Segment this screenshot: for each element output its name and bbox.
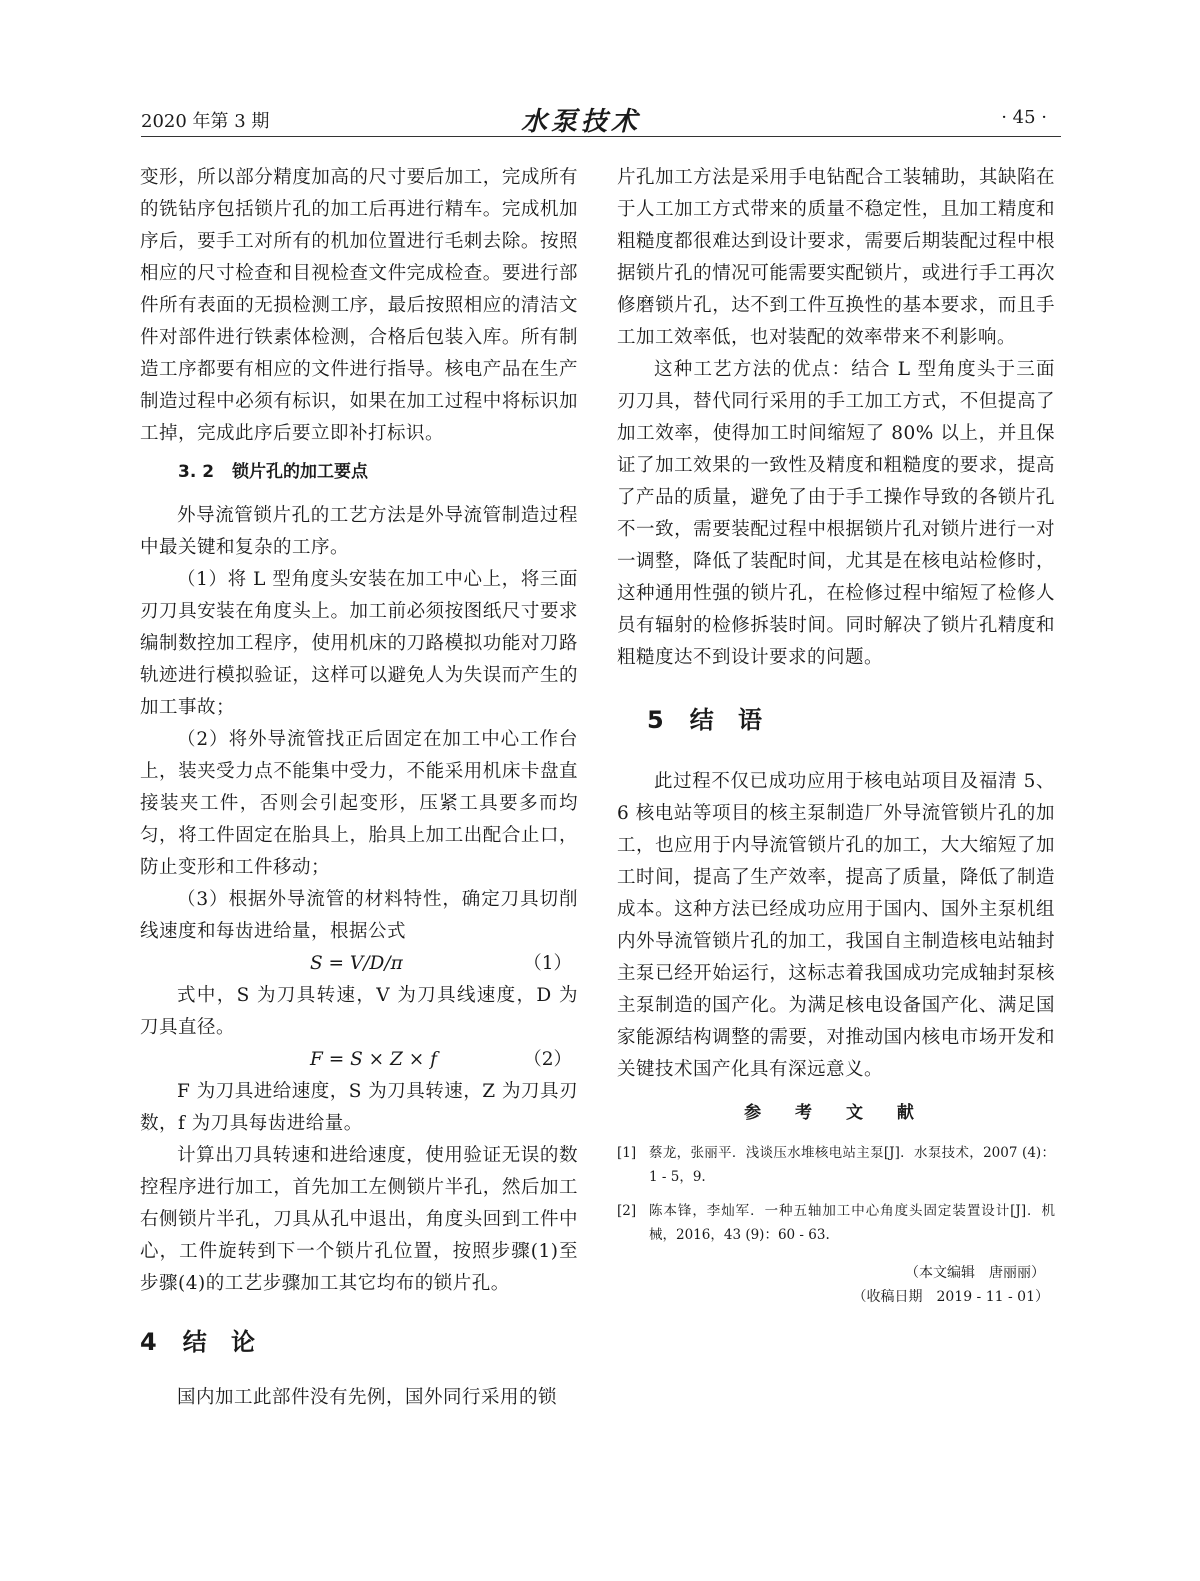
right-column	[617, 162, 1055, 1309]
equation-expression: F = S × Z × f	[310, 1049, 437, 1070]
equation-number: （1）	[523, 953, 572, 974]
equation-1	[140, 948, 578, 980]
section-title: 结 语	[689, 706, 771, 734]
page-number: · 45 ·	[1001, 107, 1047, 128]
reference-text: 陈本锋，李灿军．一种五轴加工中心角度头固定装置设计[J]．机械，2016，43 (9)：60 - 63.	[649, 1203, 1055, 1243]
paragraph: 此过程不仅已成功应用于核电站项目及福清 5、6 核电站等项目的核主泵制造厂外导流管锁片孔的加工，也应用于内导流管锁片孔的加工，大大缩短了加工时间，提高了生产效率，提高了质量，降低了制造成本。这种方法已经成功应用于国内、国外主泵机组内外导流管锁片孔的加工，我国自主制造核电站轴封主泵已经开始运行，这标志着我国成功完成轴封泵核主泵制造的国产化。为满足核电设备国产化、满足国家能源结构调整的需要，对推动国内核电市场开发和关键技术国产化具有深远意义。	[617, 771, 1055, 1080]
subsection-heading	[140, 456, 578, 488]
paragraph: （2）将外导流管找正后固定在加工中心工作台上，装夹受力点不能集中受力，不能采用机床卡盘直接装夹工件，否则会引起变形，压紧工具要多而均匀，将工件固定在胎具上，胎具上加工出配合止口，防止变形和工件移动；	[140, 729, 578, 878]
paragraph: 外导流管锁片孔的工艺方法是外导流管制造过程中最关键和复杂的工序。	[140, 505, 578, 558]
section-heading	[617, 700, 1055, 740]
paragraph: （3）根据外导流管的材料特性，确定刀具切削线速度和每齿进给量，根据公式	[140, 889, 578, 942]
equation-number: （2）	[523, 1049, 572, 1070]
received-date: （收稿日期 2019 - 11 - 01）	[852, 1289, 1049, 1305]
paragraph: 这种工艺方法的优点：结合 L 型角度头于三面刃刀具，替代同行采用的手工加工方式，不但提高了加工效率，使得加工时间缩短了 80% 以上，并且保证了加工效果的一致性及精度和粗糙度的要求，提高了产品的质量，避免了由于手工操作导致的各锁片孔不一致，需要装配过程中根据锁片孔对锁片进行一对一调整，降低了装配时间，尤其是在核电站检修时，这种通用性强的锁片孔，在检修过程中缩短了检修人员有辐射的检修拆装时间。同时解决了锁片孔精度和粗糙度达不到设计要求的问题。	[617, 359, 1055, 668]
paragraph: 国内加工此部件没有先例，国外同行采用的锁	[177, 1387, 558, 1408]
paragraph: 计算出刀具转速和进给速度，使用验证无误的数控程序进行加工，首先加工左侧锁片半孔，然后加工右侧锁片半孔，刀具从孔中退出，角度头回到工件中心，工件旋转到下一个锁片孔位置，按照步骤(1)至步骤(4)的工艺步骤加工其它均布的锁片孔。	[140, 1145, 578, 1294]
reference-item	[617, 1199, 1055, 1247]
reference-text: 蔡龙，张丽平．浅谈压水堆核电站主泵[J]．水泵技术，2007 (4)：1 - 5，9.	[649, 1145, 1055, 1185]
paragraph: 式中，S 为刀具转速，V 为刀具线速度，D 为刀具直径。	[140, 985, 578, 1038]
subsection-number: 3. 2	[178, 462, 215, 482]
equation-2	[140, 1044, 578, 1076]
left-column	[140, 162, 578, 1414]
page-header	[141, 103, 1061, 137]
equation-expression: S = V/D/π	[310, 953, 403, 974]
paragraph: 变形，所以部分精度加高的尺寸要后加工，完成所有的铣钻序包括锁片孔的加工后再进行精车。完成机加序后，要手工对所有的机加位置进行毛刺去除。按照相应的尺寸检查和目视检查文件完成检查。要进行部件所有表面的无损检测工序，最后按照相应的清洁文件对部件进行铁素体检测，合格后包装入库。所有制造工序都要有相应的文件进行指导。核电产品在生产制造过程中必须有标识，如果在加工过程中将标识加工掉，完成此序后要立即补打标识。	[140, 167, 578, 444]
reference-number: [2]	[617, 1203, 637, 1219]
section-title: 结 论	[182, 1328, 264, 1356]
header-rule	[141, 136, 1061, 137]
paragraph: 片孔加工方法是采用手电钻配合工装辅助，其缺陷在于人工加工方式带来的质量不稳定性，且加工精度和粗糙度都很难达到设计要求，需要后期装配过程中根据锁片孔的情况可能需要实配锁片，或进行手工再次修磨锁片孔，达不到工件互换性的基本要求，而且手工加工效率低，也对装配的效率带来不利影响。	[617, 167, 1055, 348]
subsection-title: 锁片孔的加工要点	[232, 462, 369, 482]
section-heading	[140, 1322, 578, 1362]
reference-item	[617, 1141, 1055, 1189]
paragraph: （1）将 L 型角度头安装在加工中心上，将三面刃刀具安装在角度头上。加工前必须按图纸尺寸要求编制数控加工程序，使用机床的刀路模拟功能对刀路轨迹进行模拟验证，这样可以避免人为失误而产生的加工事故；	[140, 569, 578, 718]
section-number: 5	[647, 706, 672, 734]
references-heading: 参 考 文 献	[744, 1103, 928, 1123]
reference-number: [1]	[617, 1145, 637, 1161]
paragraph: F 为刀具进给速度，S 为刀具转速，Z 为刀具刃数，f 为刀具每齿进给量。	[140, 1081, 579, 1134]
editor-note: （本文编辑 唐丽丽）	[905, 1265, 1045, 1281]
issue-label: 2020 年第 3 期	[141, 111, 270, 132]
journal-title: 水泵技术	[521, 107, 642, 137]
section-number: 4	[140, 1328, 165, 1356]
